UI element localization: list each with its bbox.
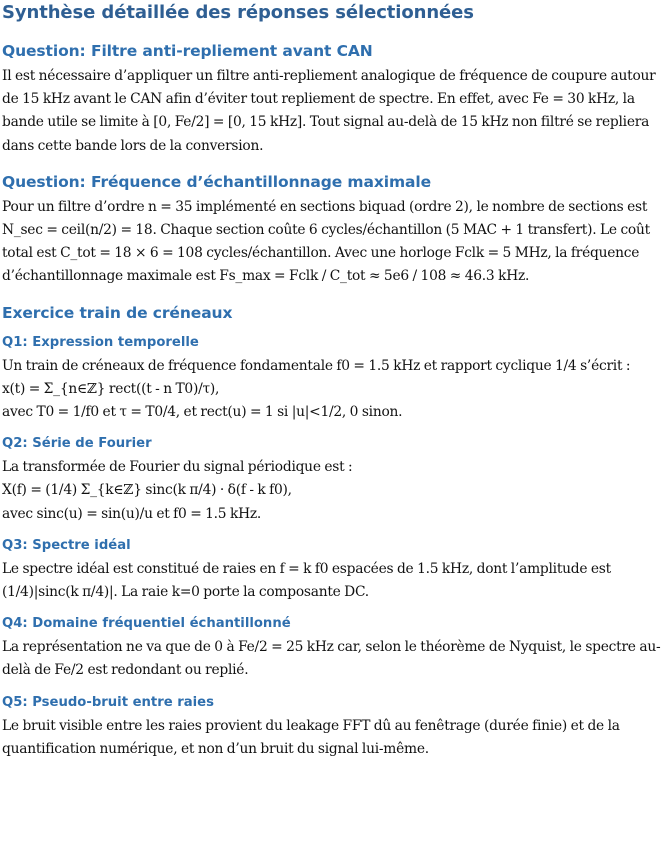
q2-line1: La transformée de Fourier du signal périodique est : — [2, 459, 353, 476]
q2-text — [2, 456, 667, 526]
q3-text: Le spectre idéal est constitué de raies en f = k f0 espacées de 1.5 kHz, dont l’amplitude est (1/4)|sinc(k π/4)|. La raie k=0 porte la composante DC. — [2, 560, 611, 601]
q2-formula: X(f) = (1/4) Σ_{k∈ℤ} sinc(k π/4) · δ(f - k f0), — [2, 482, 292, 499]
exercise-heading: Exercice train de créneaux — [2, 303, 233, 322]
q4-text: La représentation ne va que de 0 à Fe/2 = 25 kHz car, selon le théorème de Nyquist, le spectre au-delà de Fe/2 est redondant ou replié. — [2, 639, 661, 679]
q2-line3: avec sinc(u) = sin(u)/u et f0 = 1.5 kHz. — [2, 505, 262, 522]
q1-heading: Q1: Expression temporelle — [2, 334, 199, 350]
q5-text: Le bruit visible entre les raies provient du leakage FFT dû au fenêtrage (durée finie) et de la quantification numérique, et non d’un bruit du signal lui-même. — [2, 717, 620, 757]
section-text-anti-aliasing: Il est nécessaire d’appliquer un filtre anti-repliement analogique de fréquence de coupure autour de 15 kHz avant le CAN afin d’éviter tout repliement de spectre. En effet, avec Fe = 30 kHz, la bande utile se limite à [0, Fe/2] = [0, 15 kHz]. Tout signal au-delà de 15 kHz non filtré se repliera dans cette bande lors de la conversion. — [2, 68, 656, 154]
q1-formula: x(t) = Σ_{n∈ℤ} rect((t - n T0)/τ), — [2, 380, 220, 397]
q4-heading: Q4: Domaine fréquentiel échantillonné — [2, 616, 291, 632]
q3-heading: Q3: Spectre idéal — [2, 537, 131, 553]
q1-line3: avec T0 = 1/f0 et τ = T0/4, et rect(u) = 1 si |u|<1/2, 0 sinon. — [2, 404, 403, 421]
q1-line1: Un train de créneaux de fréquence fondamentale f0 = 1.5 kHz et rapport cyclique 1/4 s’écrit : — [2, 357, 631, 374]
q2-heading: Q2: Série de Fourier — [2, 436, 152, 452]
section-heading-max-sampling-rate: Question: Fréquence d’échantillonnage maximale — [2, 172, 431, 191]
q1-text — [2, 355, 667, 425]
section-text-max-sampling-rate: Pour un filtre d’ordre n = 35 implémenté en sections biquad (ordre 2), le nombre de sections est N_sec = ceil(n/2) = 18. Chaque section coûte 6 cycles/échantillon (5 MAC + 1 transfert). Le coût total est C_tot = 18 × 6 = 108 cycles/échantillon. Avec une horloge Fclk = 5 MHz, la fréquence d’échantillonnage maximale est Fs_max = Fclk / C_tot ≈ 5e6 / 108 ≈ 46.3 kHz. — [2, 198, 650, 285]
section-heading-anti-aliasing: Question: Filtre anti-repliement avant CAN — [2, 42, 373, 60]
page-title: Synthèse détaillée des réponses sélectionnées — [2, 2, 474, 23]
q5-heading: Q5: Pseudo-bruit entre raies — [2, 694, 214, 710]
